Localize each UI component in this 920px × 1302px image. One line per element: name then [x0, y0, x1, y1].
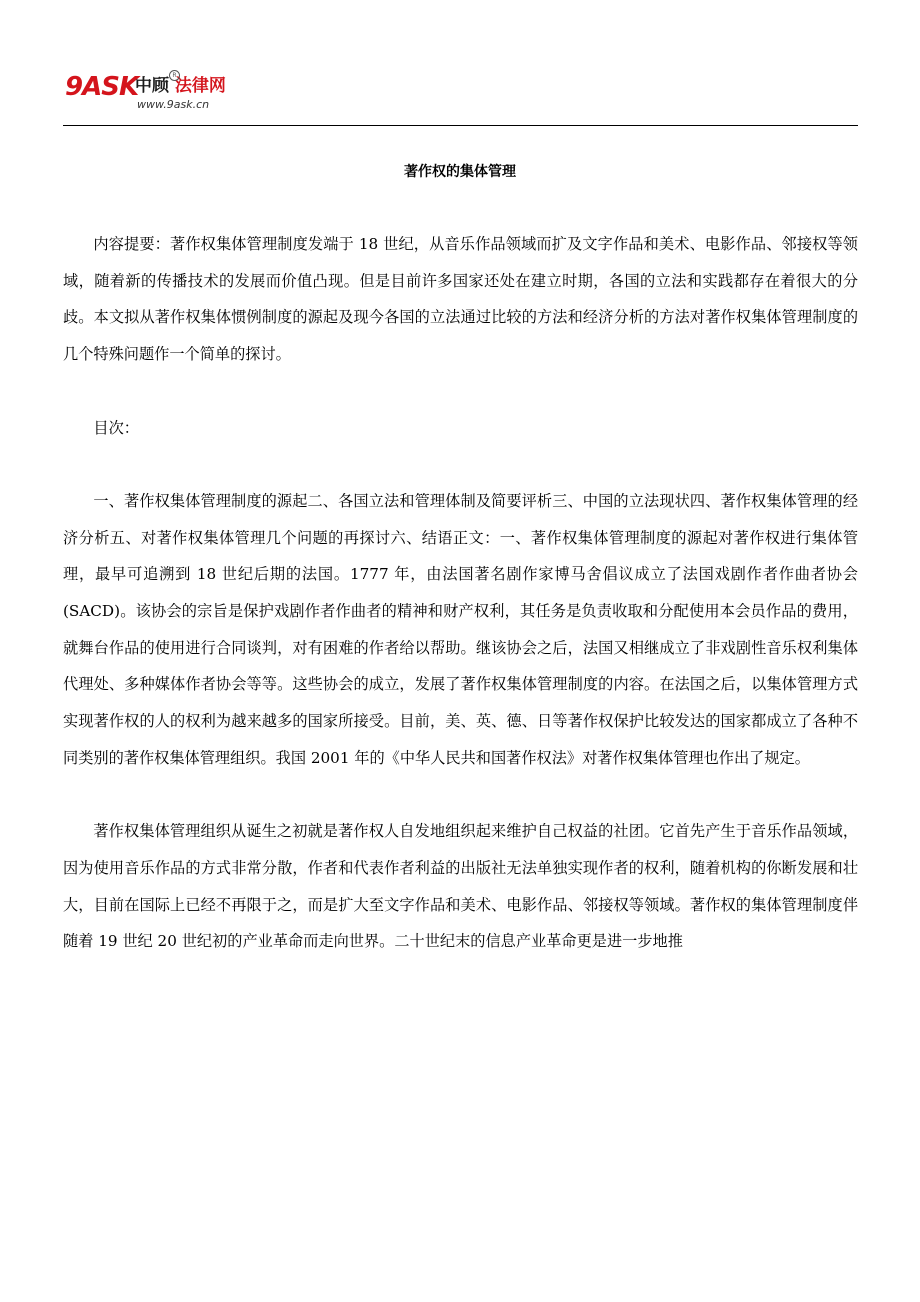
header-divider [63, 125, 858, 126]
paragraph-body-1: 一、著作权集体管理制度的源起二、各国立法和管理体制及简要评析三、中国的立法现状四、著作权集体管理的经济分析五、对著作权集体管理几个问题的再探讨六、结语正文：一、著作权集体管理制度的源起对著作权进行集体管理，最早可追溯到 18 世纪后期的法国。1777 年，由法国著名剧作家博马舍倡议成立了法国戏剧作者作曲者协会(SACD)。该协会的宗旨是保护戏剧作者作曲者的精神和财产权利，其任务是负责收取和分配使用本会员作品的费用，就舞台作品的使用进行合同谈判，对有困难的作者给以帮助。继该协会之后，法国又相继成立了非戏剧性音乐权利集体代理处、多种媒体作者协会等等。这些协会的成立，发展了著作权集体管理制度的内容。在法国之后，以集体管理方式实现著作权的人的权利为越来越多的国家所接受。目前，美、英、德、日等著作权保护比较发达的国家都成立了各种不同类别的著作权集体管理组织。我国 2001 年的《中华人民共和国著作权法》对著作权集体管理也作出了规定。 [63, 491, 858, 767]
site-logo[interactable] [63, 70, 263, 120]
document-body [63, 226, 858, 960]
logo-name-part1: 中顾 [135, 76, 169, 96]
document-title: 著作权的集体管理 [404, 164, 516, 180]
paragraph-body-2: 著作权集体管理组织从诞生之初就是著作权人自发地组织起来维护自己权益的社团。它首先产生于音乐作品领域，因为使用音乐作品的方式非常分散，作者和代表作者利益的出版社无法单独实现作者的权利，随着机构的你断发展和壮大，目前在国际上已经不再限于之，而是扩大至文字作品和美术、电影作品、邻接权等领域。著作权的集体管理制度伴随着 19 世纪 20 世纪初的产业革命而走向世界。二十世纪末的信息产业革命更是进一步地推 [63, 822, 858, 951]
registered-mark-icon: R [169, 70, 180, 81]
paragraph-abstract: 内容提要：著作权集体管理制度发端于 18 世纪，从音乐作品领域而扩及文字作品和美术、电影作品、邻接权等领域，随着新的传播技术的发展而价值凸现。但是目前许多国家还处在建立时期，各国的立法和实践都存在着很大的分歧。本文拟从著作权集体惯例制度的源起及现今各国的立法通过比较的方法和经济分析的方法对著作权集体管理制度的几个特殊问题作一个简单的探讨。 [63, 235, 858, 364]
logo-name [135, 76, 226, 96]
logo-name-part2: 法律网 [174, 76, 226, 96]
logo-url: www.9ask.cn [137, 98, 210, 111]
page-header [63, 70, 858, 128]
paragraph-toc-heading: 目次： [93, 418, 139, 437]
logo-mark: 9ASK [65, 72, 139, 102]
